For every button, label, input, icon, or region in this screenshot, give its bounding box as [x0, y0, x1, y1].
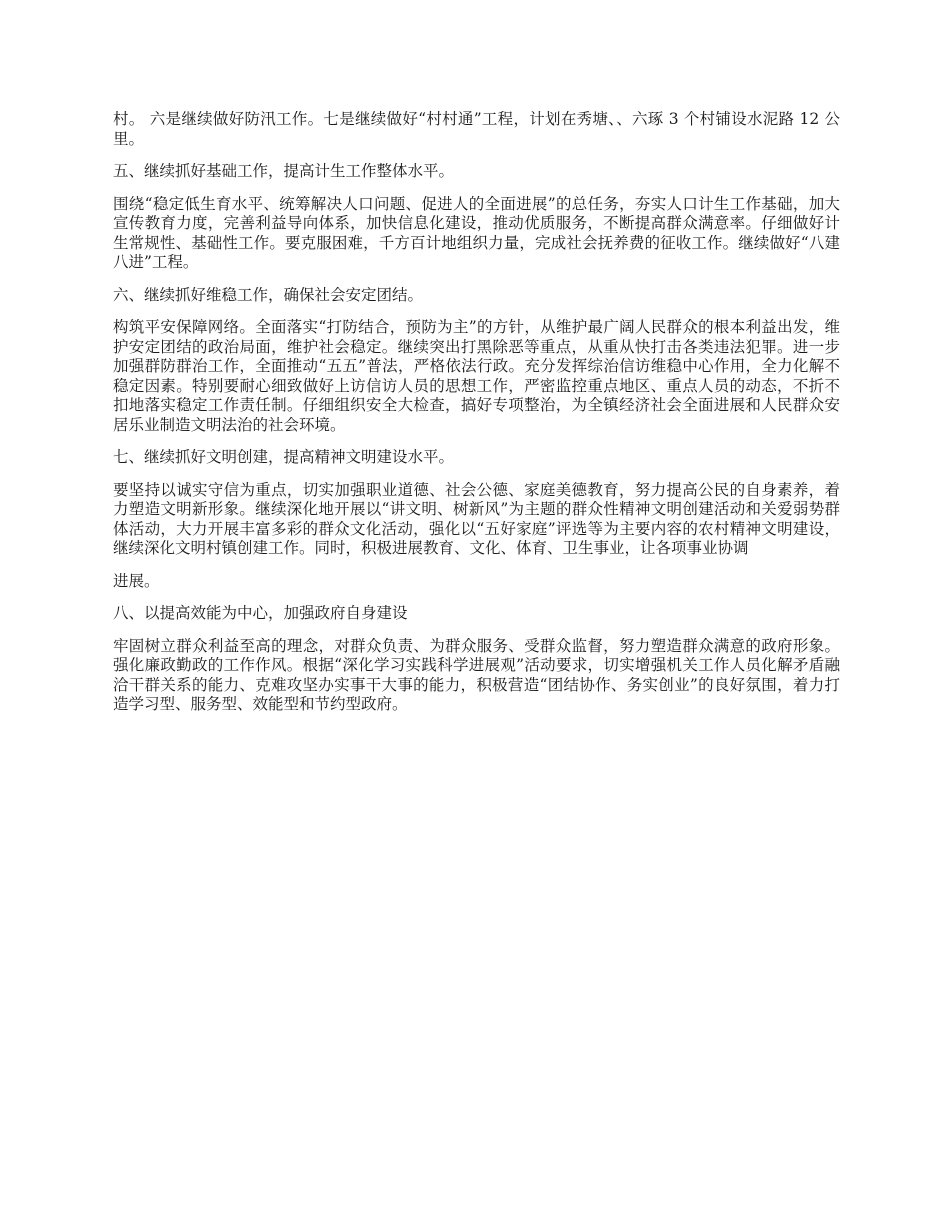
paragraph-civilization: 要坚持以诚实守信为重点，切实加强职业道德、社会公德、家庭美德教育，努力提高公民的自身素养，着力塑造文明新形象。继续深化地开展以“讲文明、树新风”为主题的群众性精神文明创建活动和关爱弱势群体活动，大力开展丰富多彩的群众文化活动，强化以“五好家庭”评选等为主要内容的农村精神文明建设，继续深化文明村镇创建工作。同时，积极进展教育、文化、体育、卫生事业，让各项事业协调	[113, 480, 840, 557]
section-heading-8: 八、以提高效能为中心，加强政府自身建设	[113, 604, 408, 622]
paragraph-family-planning: 围绕“稳定低生育水平、统筹解决人口问题、促进人的全面进展”的总任务，夯实人口计生工作基础，加大宣传教育力度，完善利益导向体系，加快信息化建设，推动优质服务，不断提高群众满意率。仔细做好计生常规性、基础性工作。要克服困难，千方百计地组织力量，完成社会抚养费的征收工作。继续做好“八建八进”工程。	[113, 194, 840, 271]
section-heading-5: 五、继续抓好基础工作，提高计生工作整体水平。	[113, 162, 455, 180]
section-heading-7: 七、继续抓好文明创建，提高精神文明建设水平。	[113, 448, 455, 466]
section-heading-6: 六、继续抓好维稳工作，确保社会安定团结。	[113, 285, 424, 304]
paragraph-government: 牢固树立群众利益至高的理念，对群众负责、为群众服务、受群众监督，努力塑造群众满意的政府形象。强化廉政勤政的工作作风。根据“深化学习实践科学进展观”活动要求，切实增强机关工作人员化解矛盾融洽干群关系的能力、克难攻坚办实事干大事的能力，积极营造“团结协作、务实创业”的良好氛围，着力打造学习型、服务型、效能型和节约型政府。	[113, 636, 840, 713]
paragraph-continuation: 村。 六是继续做好防汛工作。七是继续做好“村村通”工程，计划在秀塘、、六琢 3 个村铺设水泥路 12 公里。	[113, 110, 840, 148]
paragraph-fragment: 进展。	[113, 571, 160, 590]
document-body	[113, 110, 840, 728]
paragraph-stability: 构筑平安保障网络。全面落实“打防结合，预防为主”的方针，从维护最广阔人民群众的根本利益出发，维护安定团结的政治局面，维护社会稳定。继续突出打黑除恶等重点，从重从快打击各类违法犯罪。进一步加强群防群治工作，全面推动“五五”普法，严格依法行政。充分发挥综治信访维稳中心作用，全力化解不稳定因素。特别要耐心细致做好上访信访人员的思想工作，严密监控重点地区、重点人员的动态，不折不扣地落实稳定工作责任制。仔细组织安全大检查，搞好专项整治，为全镇经济社会全面进展和人民群众安居乐业制造文明法治的社会环境。	[113, 318, 840, 434]
